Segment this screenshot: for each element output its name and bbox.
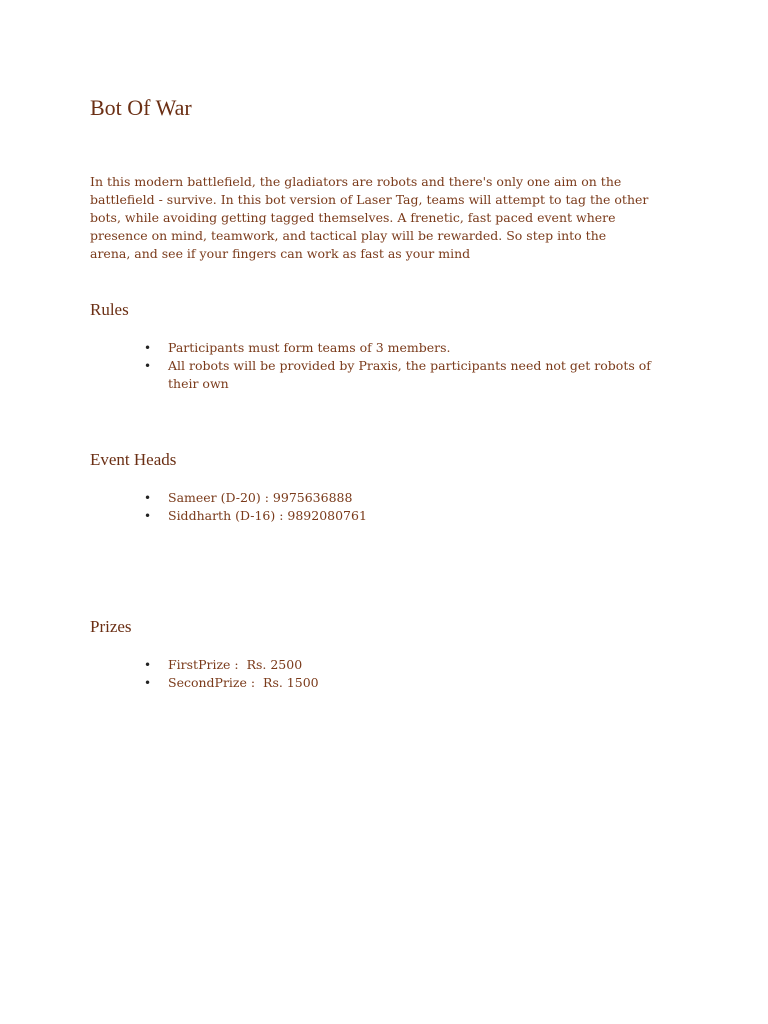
bullet-icon: • [144,658,152,672]
bullet-icon: • [144,509,152,523]
rule-text: All robots will be provided by Praxis, the participants need not get robots of their own [168,358,651,391]
bullet-icon: • [144,341,152,355]
bullet-icon: • [144,491,152,505]
prize-text: FirstPrize : Rs. 2500 [168,657,303,672]
list-item [0,674,668,692]
list-item [0,357,668,393]
list-item [0,507,668,525]
intro-paragraph: In this modern battlefield, the gladiators are robots and there's only one aim on the battlefield - survive. In this bot version of Laser Tag, teams will attempt to tag the other bots, while avoiding getting tagged themselves. A frenetic, fast paced event where presence on mind, teamwork, and tactical play will be rewarded. So step into the arena, and see if your fingers can work as fast as your mind [90,174,649,261]
prizes-heading: Prizes [90,617,132,636]
page-title: Bot Of War [90,95,192,120]
bullet-icon: • [144,676,152,690]
list-item [0,339,668,357]
event-head-contact: Sameer (D-20) : 9975636888 [168,490,353,505]
prizes-list [0,656,668,692]
list-item [0,656,668,674]
rules-list [0,339,668,393]
rules-heading: Rules [90,300,129,319]
list-item [0,489,668,507]
rule-text: Participants must form teams of 3 members. [168,340,451,355]
event-heads-heading: Event Heads [90,450,177,469]
bullet-icon: • [144,359,152,373]
event-head-contact: Siddharth (D-16) : 9892080761 [168,508,367,523]
prize-text: SecondPrize : Rs. 1500 [168,675,319,690]
event-heads-list [0,489,668,525]
